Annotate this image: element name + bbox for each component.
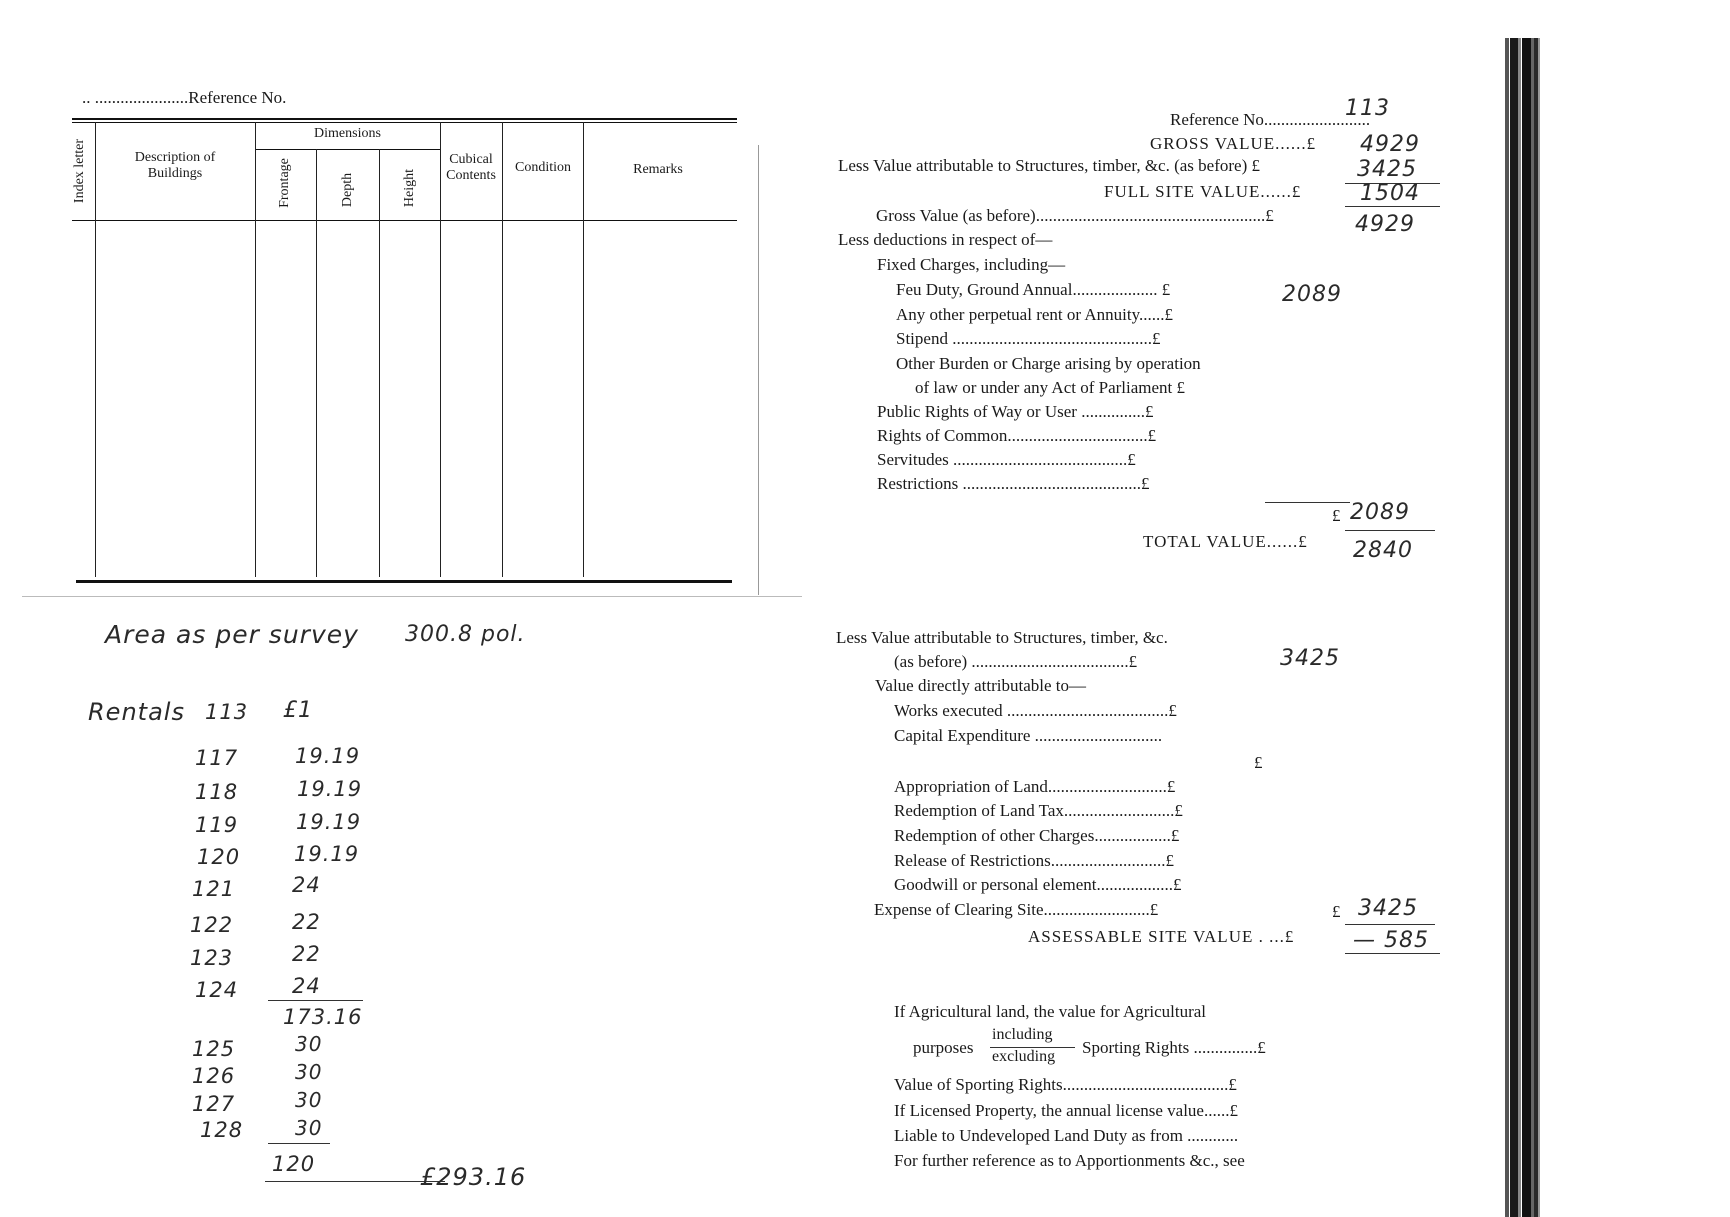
- asv-value: — 585: [1353, 928, 1429, 953]
- less-deductions: Less deductions in respect of—: [838, 230, 1053, 249]
- rental-no: 125: [192, 1037, 236, 1061]
- agri-purposes: purposes: [913, 1038, 974, 1057]
- underline: [1345, 206, 1440, 207]
- rental-no: 117: [195, 746, 239, 770]
- agri-including: including: [992, 1026, 1053, 1043]
- area-value: 300.8 pol.: [405, 622, 526, 647]
- perpetual-rent: Any other perpetual rent or Annuity......£: [896, 305, 1173, 324]
- rental-value: 24: [292, 873, 321, 897]
- agri-line1: If Agricultural land, the value for Agricultural: [894, 1002, 1207, 1021]
- header-frontage: Frontage: [277, 158, 292, 208]
- rights-common: Rights of Common.................................£: [877, 426, 1157, 445]
- header-remarks: Remarks: [633, 162, 683, 177]
- restrictions: Restrictions ..........................................£: [877, 474, 1150, 493]
- value-sporting: Value of Sporting Rights.......................................£: [894, 1075, 1237, 1094]
- rental-value: 30: [295, 1060, 323, 1084]
- total-value-label: TOTAL VALUE......£: [1143, 532, 1308, 551]
- rental-value: 30: [295, 1088, 323, 1112]
- rental-value: 19.19: [294, 842, 360, 866]
- stipend: Stipend ...............................................£: [896, 329, 1161, 348]
- rentals-label: Rentals: [88, 698, 185, 726]
- further-reference: For further reference as to Apportionments &c., see: [894, 1151, 1245, 1170]
- goodwill: Goodwill or personal element..................£: [894, 875, 1182, 894]
- rental-value: 22: [292, 942, 321, 966]
- page-fold-line: [758, 145, 759, 595]
- capital-expenditure: Capital Expenditure ..............................: [894, 726, 1163, 745]
- rental-value: 24: [292, 974, 321, 998]
- header-cubical-contents: Cubical Contents: [446, 152, 496, 183]
- reference-label: Reference No.........................: [1170, 110, 1371, 129]
- rental-no: 124: [195, 978, 239, 1002]
- release-restrictions: Release of Restrictions...........................£: [894, 851, 1174, 870]
- rental-no: 123: [190, 946, 234, 970]
- feu-duty-value: 2089: [1282, 282, 1342, 307]
- rental-value: 19.19: [296, 810, 362, 834]
- page-divider: [22, 596, 802, 597]
- licensed-property: If Licensed Property, the annual license value......£: [894, 1101, 1238, 1120]
- rental-no: 113: [205, 700, 249, 724]
- rental-no: 127: [192, 1092, 236, 1116]
- rental-grand-total: £293.16: [420, 1163, 527, 1191]
- servitudes: Servitudes .........................................£: [877, 450, 1136, 469]
- redemption-land-tax: Redemption of Land Tax..........................£: [894, 801, 1183, 820]
- rental-value: 19.19: [297, 777, 363, 801]
- deductions-total-pound: £: [1332, 506, 1341, 525]
- as-before: (as before) .....................................£: [894, 652, 1138, 671]
- area-note: Area as per survey: [105, 620, 359, 649]
- subtotal-rule: [268, 1143, 330, 1144]
- works-executed: Works executed ......................................£: [894, 701, 1177, 720]
- rental-value: £1: [283, 698, 313, 723]
- feu-duty-label: Feu Duty, Ground Annual.................... £: [896, 280, 1171, 299]
- as-before-value: 3425: [1280, 646, 1340, 671]
- table-top-rule-2: [72, 122, 737, 123]
- less-structures-label: Less Value attributable to Structures, timber, &c. (as before) £: [838, 156, 1260, 175]
- rental-no: 128: [200, 1118, 244, 1142]
- rental-value: 22: [292, 910, 321, 934]
- deductions-total: 2089: [1350, 500, 1410, 525]
- rental-no: 121: [192, 877, 236, 901]
- clearing-value: 3425: [1358, 896, 1418, 921]
- gross-before-label: Gross Value (as before)......................................................£: [876, 206, 1274, 225]
- full-site-label: FULL SITE VALUE......£: [1104, 182, 1302, 201]
- table-bottom-rule: [76, 580, 732, 583]
- col-divider: [379, 149, 380, 577]
- header-index-letter: Index letter: [72, 138, 87, 204]
- full-site-value: 1504: [1360, 181, 1420, 206]
- other-burden: Other Burden or Charge arising by operation: [896, 354, 1201, 373]
- of-law: of law or under any Act of Parliament £: [915, 378, 1186, 397]
- header-condition: Condition: [514, 160, 571, 175]
- gross-value-label: GROSS VALUE......£: [1150, 134, 1317, 153]
- rental-no: 126: [192, 1064, 236, 1088]
- gross-before-value: 4929: [1355, 212, 1415, 237]
- col-divider: [502, 122, 503, 577]
- rental-no: 118: [195, 780, 239, 804]
- deductions-rule: [1265, 502, 1350, 503]
- subtotal-rule: [268, 1000, 363, 1001]
- total-rule: [265, 1181, 445, 1182]
- rental-value: 30: [295, 1116, 323, 1140]
- header-dimensions: Dimensions: [314, 126, 381, 141]
- agri-sporting: Sporting Rights ...............£: [1082, 1038, 1266, 1057]
- rental-no: 122: [190, 913, 234, 937]
- reference-number: 113: [1345, 96, 1390, 121]
- underline: [1345, 924, 1435, 925]
- fixed-charges: Fixed Charges, including—: [877, 255, 1066, 274]
- header-height: Height: [402, 168, 417, 208]
- agri-excluding: excluding: [992, 1048, 1056, 1065]
- col-divider: [95, 122, 96, 577]
- col-divider: [255, 122, 256, 577]
- rental-value: 19.19: [295, 744, 361, 768]
- redemption-other: Redemption of other Charges..................£: [894, 826, 1180, 845]
- col-divider: [440, 122, 441, 577]
- underline: [1345, 953, 1440, 954]
- appropriation: Appropriation of Land............................£: [894, 777, 1176, 796]
- public-rights: Public Rights of Way or User ...............£: [877, 402, 1154, 421]
- gross-value: 4929: [1360, 132, 1420, 157]
- col-divider: [583, 122, 584, 577]
- liable-undeveloped: Liable to Undeveloped Land Duty as from ............: [894, 1126, 1239, 1145]
- rental-value: 30: [295, 1032, 323, 1056]
- table-top-rule: [72, 118, 737, 120]
- underline: [1345, 530, 1435, 531]
- rental-subtotal-2: 120: [272, 1152, 316, 1176]
- col-divider: [316, 149, 317, 577]
- blank-pound: £: [1254, 753, 1263, 772]
- rental-no: 119: [195, 813, 239, 837]
- table-reference-label: .. ......................Reference No.: [82, 88, 287, 107]
- header-description: Description of Buildings: [134, 150, 216, 181]
- value-directly: Value directly attributable to—: [875, 676, 1087, 695]
- rental-subtotal: 173.16: [283, 1005, 363, 1029]
- total-value: 2840: [1353, 538, 1413, 563]
- asv-label: ASSESSABLE SITE VALUE . ...£: [1028, 927, 1295, 946]
- header-depth: Depth: [340, 172, 355, 208]
- rental-no: 120: [197, 845, 241, 869]
- clearing-site: Expense of Clearing Site.........................£: [874, 900, 1159, 919]
- less-structures-value: 3425: [1357, 157, 1417, 182]
- less-structures-2: Less Value attributable to Structures, timber, &c.: [836, 628, 1168, 647]
- clearing-pound: £: [1332, 902, 1341, 921]
